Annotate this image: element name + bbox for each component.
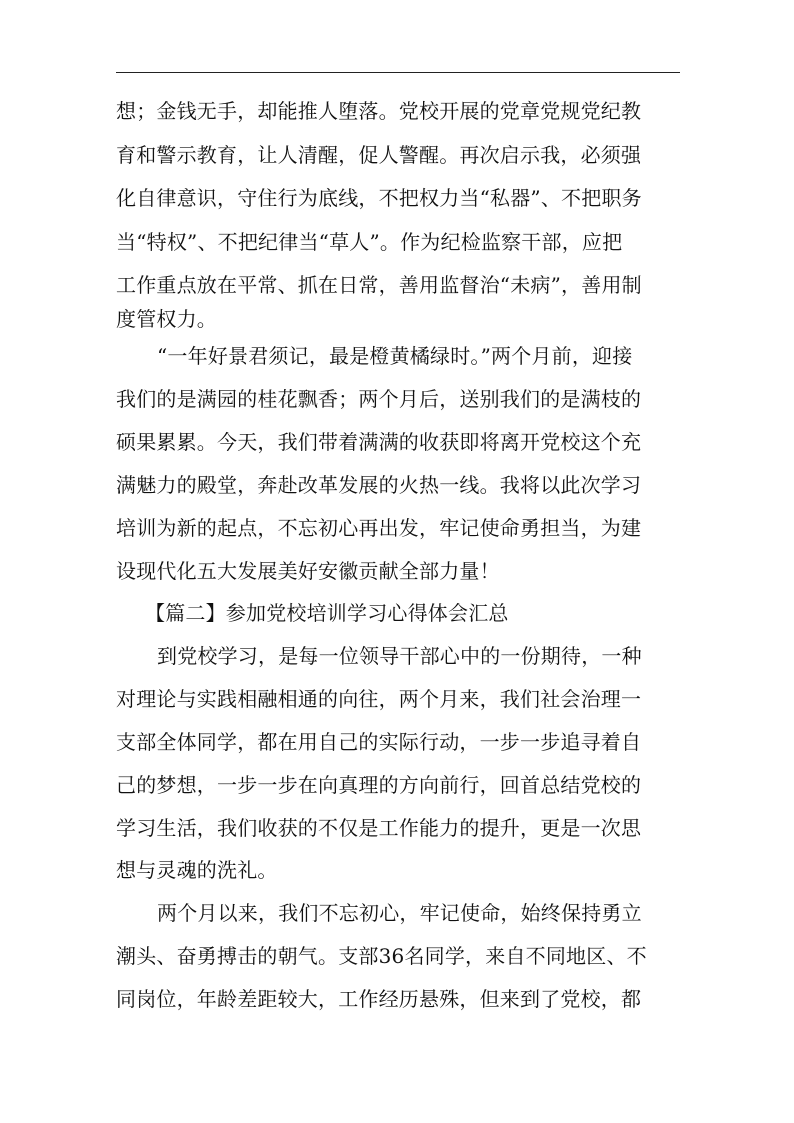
paragraph-line: 对理论与实践相融相通的向往，两个月来，我们社会治理一: [116, 687, 642, 711]
paragraph-line: 设现代化五大发展美好安徽贡献全部力量！: [116, 559, 500, 583]
paragraph-line: 工作重点放在平常、抓在日常，善用监督治“未病”，善用制: [116, 273, 642, 297]
paragraph-line: 育和警示教育，让人清醒，促人警醒。再次启示我，必须强: [116, 143, 642, 167]
paragraph-line: “一年好景君须记，最是橙黄橘绿时。”两个月前，迎接: [157, 344, 633, 368]
paragraph-line: 想；金钱无手，却能推人堕落。党校开展的党章党规党纪教: [116, 99, 642, 123]
paragraph-line: 化自律意识，守住行为底线，不把权力当“私器”、不把职务: [116, 186, 642, 210]
paragraph-line: 想与灵魂的洗礼。: [116, 858, 278, 882]
paragraph-line: 支部全体同学，都在用自己的实际行动，一步一步追寻着自: [116, 730, 642, 754]
paragraph-line: 硕果累累。今天，我们带着满满的收获即将离开党校这个充: [116, 430, 642, 454]
paragraph-line: 我们的是满园的桂花飘香；两个月后，送别我们的是满枝的: [116, 387, 642, 411]
paragraph-line: 度管权力。: [116, 307, 217, 331]
paragraph-line: 两个月以来，我们不忘初心，牢记使命，始终保持勇立: [157, 901, 642, 925]
paragraph-line: 培训为新的起点，不忘初心再出发，牢记使命勇担当，为建: [116, 516, 642, 540]
paragraph-line: 到党校学习，是每一位领导干部心中的一份期待，一种: [157, 644, 642, 668]
section-heading: 【篇二】参加党校培训学习心得体会汇总: [145, 601, 509, 625]
header-rule: [116, 72, 680, 73]
paragraph-line: 潮头、奋勇搏击的朝气。支部36名同学，来自不同地区、不: [116, 944, 647, 968]
paragraph-line: 满魅力的殿堂，奔赴改革发展的火热一线。我将以此次学习: [116, 473, 642, 497]
paragraph-line: 学习生活，我们收获的不仅是工作能力的提升，更是一次思: [116, 816, 642, 840]
paragraph-line: 己的梦想，一步一步在向真理的方向前行，回首总结党校的: [116, 773, 642, 797]
paragraph-line: 当“特权”、不把纪律当“草人”。作为纪检监察干部，应把: [116, 230, 623, 254]
paragraph-line: 同岗位，年龄差距较大，工作经历悬殊，但来到了党校，都: [116, 987, 642, 1011]
